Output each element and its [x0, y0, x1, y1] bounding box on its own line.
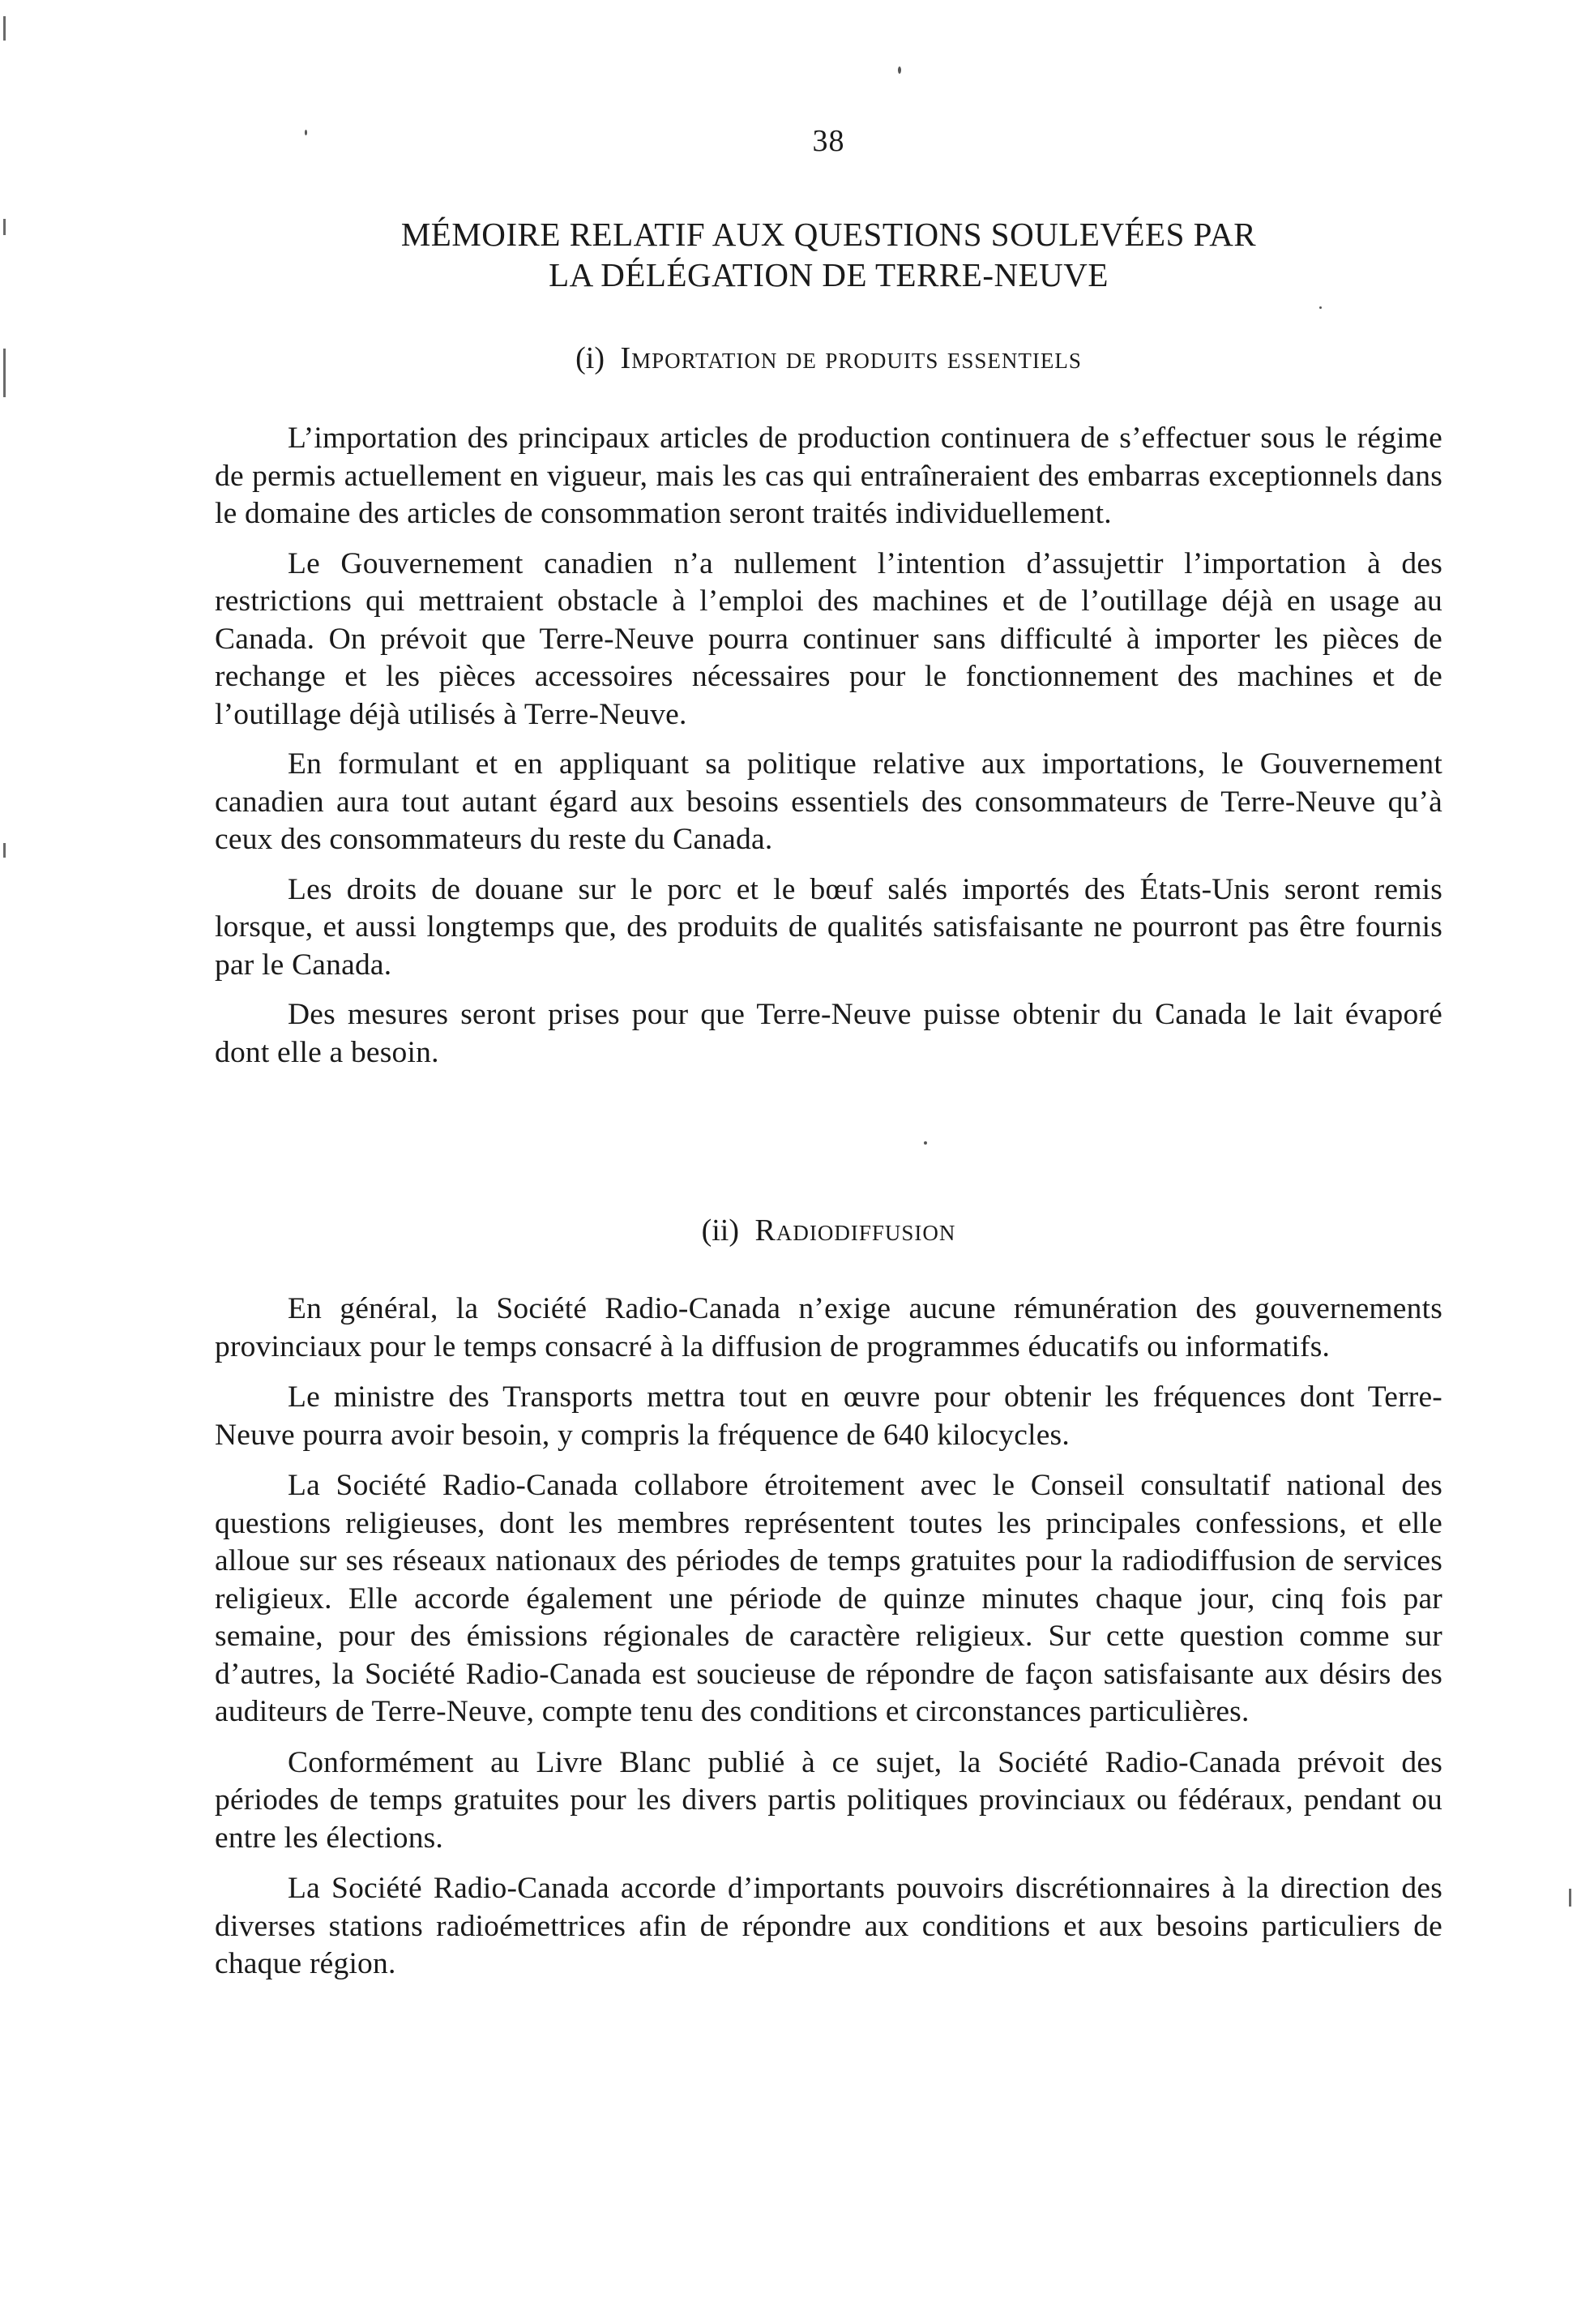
scan-edge-mark: [3, 349, 6, 397]
paragraph: Des mesures seront prises pour que Terre-Neuve puisse obtenir du Canada le lait évaporé dont elle a besoin.: [215, 998, 1442, 1069]
section-radiodiffusion: [215, 1211, 1442, 1997]
paragraph: Le ministre des Transports mettra tout en œuvre pour obtenir les fréquences dont Terre-Neuve pourra avoir besoin, y compris la fréquence de 640 kilocycles.: [215, 1380, 1442, 1452]
paragraph: La Société Radio-Canada collabore étroitement avec le Conseil consultatif national des questions religieuses, dont les membres représentent toutes les principales confessions, et elle alloue sur ses réseaux nationaux des périodes de temps gratuites pour la radiodiffusion de services religieux. Elle accorde également une période de quinze minutes chaque jour, cinq fois par semaine, pour des émissions régionales de caractère religieux. Sur cette question comme sur d’autres, la Société Radio-Canada est soucieuse de répondre de façon satisfaisante aux désirs des auditeurs de Terre-Neuve, compte tenu des conditions et circonstances particulières.: [215, 1469, 1442, 1728]
scan-speck: [898, 66, 901, 74]
page-title-line: MÉMOIRE RELATIF AUX QUESTIONS SOULEVÉES PAR: [400, 216, 1257, 253]
scan-speck: [1319, 306, 1322, 309]
scan-edge-mark: [1569, 1889, 1571, 1907]
section-title: Importation de produits essentiels: [620, 341, 1082, 375]
section-number: (ii): [701, 1213, 740, 1248]
paragraph: Les droits de douane sur le porc et le bœuf salés importés des États-Unis seront remis lorsque, et aussi longtemps que, des produits de qualités satisfaisante ne pourront pas être fournis par le Canada.: [215, 872, 1442, 982]
scan-speck: [924, 1141, 927, 1145]
section-importation: [215, 339, 1442, 1084]
section-number: (i): [575, 341, 605, 375]
paragraph: L’importation des principaux articles de production continuera de s’effectuer sous le régime de permis actuellement en vigueur, mais les cas qui entraîneraient des embarras exceptionnels dans le domaine des articles de consommation seront traités individuellement.: [215, 422, 1442, 530]
scan-edge-mark: [3, 16, 6, 41]
scan-edge-mark: [3, 219, 6, 235]
page-number: 38: [812, 124, 845, 158]
section-heading: [215, 1211, 1442, 1250]
page-title-line: LA DÉLÉGATION DE TERRE-NEUVE: [549, 256, 1109, 293]
paragraph: La Société Radio-Canada accorde d’importants pouvoirs discrétionnaires à la direction des diverses stations radioémettrices afin de répondre aux conditions et aux besoins particuliers de chaque région.: [215, 1872, 1442, 1980]
paragraph: En formulant et en appliquant sa politique relative aux importations, le Gouvernement canadien aura tout autant égard aux besoins essentiels des consommateurs de Terre-Neuve qu’à ceux des consommateurs du reste du Canada.: [215, 747, 1442, 856]
section-title: Radiodiffusion: [754, 1213, 956, 1248]
paragraph: Conformément au Livre Blanc publié à ce sujet, la Société Radio-Canada prévoit des périodes de temps gratuites pour les divers partis politiques provinciaux ou fédéraux, pendant ou entre les élections.: [215, 1745, 1442, 1855]
section-heading: [215, 339, 1442, 378]
page-title: [243, 214, 1414, 295]
paragraph: En général, la Société Radio-Canada n’exige aucune rémunération des gouvernements provinciaux pour le temps consacré à la diffusion de programmes éducatifs ou informatifs.: [215, 1292, 1442, 1363]
paragraph: Le Gouvernement canadien n’a nullement l’intention d’assujettir l’importation à des restrictions qui mettraient obstacle à l’emploi des machines et de l’outillage déjà en usage au Canada. On prévoit que Terre-Neuve pourra continuer sans difficulté à importer les pièces de rechange et les pièces accessoires nécessaires pour le fonctionnement des machines et de l’outillage déjà utilisés à Terre-Neuve.: [215, 546, 1442, 731]
scan-edge-mark: [3, 843, 6, 858]
